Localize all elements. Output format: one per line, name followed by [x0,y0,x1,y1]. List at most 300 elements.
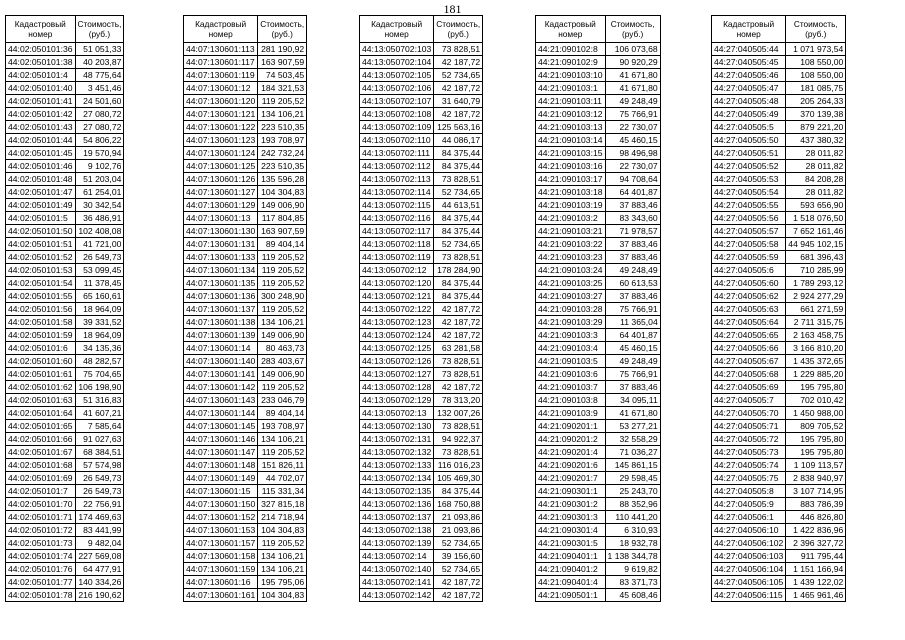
table-row [360,407,483,420]
table-row [536,225,661,238]
cadastral-number-cell: 44:13:050702:107 [360,95,434,108]
table-row [536,186,661,199]
cadastral-number-cell: 44:21:090103:22 [536,238,606,251]
cadastral-number-cell: 44:21:090301:2 [536,498,606,511]
table-row [536,485,661,498]
cadastral-number-cell: 44:27:040505:56 [712,212,786,225]
header-cost: Стоимость, (руб.) [605,16,660,43]
table-row [6,589,124,602]
cadastral-number-cell: 44:02:050101:67 [6,446,76,459]
cadastral-number-cell: 44:07:130601:138 [184,316,258,329]
header-cost: Стоимость, (руб.) [75,16,124,43]
cost-cell: 105 469,30 [434,472,483,485]
cadastral-number-cell: 44:07:130601:149 [184,472,258,485]
cost-cell: 117 804,85 [258,212,307,225]
cost-cell: 71 036,27 [605,446,660,459]
cost-cell: 22 756,91 [75,498,124,511]
cadastral-number-cell: 44:13:050702:140 [360,563,434,576]
table-row [184,576,307,589]
cadastral-number-cell: 44:02:050101:48 [6,173,76,186]
cadastral-number-cell: 44:13:050702:138 [360,524,434,537]
cost-cell: 106 073,68 [605,43,660,56]
cost-cell: 73 828,51 [434,355,483,368]
table-row [184,82,307,95]
cadastral-number-cell: 44:27:040505:58 [712,238,786,251]
cost-cell: 75 766,91 [605,368,660,381]
cost-cell: 42 187,72 [434,316,483,329]
cost-cell: 135 596,28 [258,173,307,186]
cadastral-number-cell: 44:02:050101:42 [6,108,76,121]
table-row [184,381,307,394]
table-row [712,420,846,433]
cadastral-number-cell: 44:21:090103:28 [536,303,606,316]
table-row [6,95,124,108]
table-row [360,381,483,394]
cost-cell: 223 510,35 [258,160,307,173]
cost-cell: 9 482,04 [75,537,124,550]
table-row [712,69,846,82]
cost-cell: 106 198,90 [75,381,124,394]
cost-cell: 28 011,82 [786,147,846,160]
cadastral-number-cell: 44:02:050101:52 [6,251,76,264]
cadastral-number-cell: 44:02:050101:69 [6,472,76,485]
table-row [712,134,846,147]
cost-cell: 53 277,21 [605,420,660,433]
table-row [6,199,124,212]
table-row [184,56,307,69]
table-row [360,550,483,563]
table-row [712,238,846,251]
cost-cell: 3 166 810,20 [786,342,846,355]
table-row [536,290,661,303]
table-row [712,381,846,394]
cadastral-number-cell: 44:21:090301:3 [536,511,606,524]
cadastral-number-cell: 44:13:050702:142 [360,589,434,602]
table-row [6,459,124,472]
cost-cell: 1 071 973,54 [786,43,846,56]
cost-cell: 184 321,53 [258,82,307,95]
table-row [6,173,124,186]
cost-cell: 119 205,52 [258,446,307,459]
cost-cell: 193 708,97 [258,420,307,433]
cadastral-number-cell: 44:27:040505:72 [712,433,786,446]
cost-cell: 145 861,15 [605,459,660,472]
table-row [6,56,124,69]
table-row [6,238,124,251]
cadastral-number-cell: 44:02:050101:64 [6,407,76,420]
cadastral-number-cell: 44:27:040505:54 [712,186,786,199]
table-row [360,472,483,485]
table-row [360,563,483,576]
table-row [360,368,483,381]
cadastral-number-cell: 44:27:040505:5 [712,121,786,134]
cost-cell: 64 401,87 [605,186,660,199]
cost-cell: 52 734,65 [434,186,483,199]
table-row [536,329,661,342]
cadastral-number-cell: 44:21:090201:1 [536,420,606,433]
cost-cell: 42 187,72 [434,108,483,121]
table-row [184,264,307,277]
cost-cell: 51 316,83 [75,394,124,407]
cost-cell: 140 334,26 [75,576,124,589]
table-row [360,342,483,355]
cadastral-number-cell: 44:13:050702:141 [360,576,434,589]
cost-cell: 28 011,82 [786,160,846,173]
table-row [184,563,307,576]
table-row [6,212,124,225]
cost-cell: 84 375,44 [434,160,483,173]
table-row [536,381,661,394]
cost-cell: 300 248,90 [258,290,307,303]
cadastral-number-cell: 44:21:090103:17 [536,173,606,186]
table-row [536,394,661,407]
cadastral-number-cell: 44:27:040506:104 [712,563,786,576]
cost-cell: 52 734,65 [434,238,483,251]
cadastral-number-cell: 44:02:050101:78 [6,589,76,602]
cost-cell: 149 006,90 [258,199,307,212]
cadastral-number-cell: 44:02:050101:7 [6,485,76,498]
cadastral-number-cell: 44:27:040505:67 [712,355,786,368]
cost-cell: 73 828,51 [434,173,483,186]
cadastral-table-1 [5,15,124,602]
cadastral-number-cell: 44:02:050101:56 [6,303,76,316]
cost-cell: 108 550,00 [786,56,846,69]
cadastral-number-cell: 44:13:050702:126 [360,355,434,368]
cadastral-number-cell: 44:27:040506:115 [712,589,786,602]
table-row [6,186,124,199]
cost-cell: 195 795,80 [786,446,846,459]
cadastral-number-cell: 44:27:040505:65 [712,329,786,342]
table-row [6,69,124,82]
table-row [536,212,661,225]
cost-cell: 7 585,64 [75,420,124,433]
cadastral-number-cell: 44:07:130601:141 [184,368,258,381]
table-row [360,69,483,82]
table-row [536,459,661,472]
cost-cell: 61 254,01 [75,186,124,199]
cadastral-number-cell: 44:02:050101:58 [6,316,76,329]
cadastral-number-cell: 44:02:050101:47 [6,186,76,199]
cadastral-number-cell: 44:13:050702:123 [360,316,434,329]
cost-cell: 181 085,75 [786,82,846,95]
cost-cell: 27 080,72 [75,121,124,134]
table-row [184,43,307,56]
table-row [6,433,124,446]
table-row [184,173,307,186]
table-row [712,550,846,563]
table-row [360,394,483,407]
cost-cell: 104 304,83 [258,589,307,602]
cost-cell: 195 795,80 [786,381,846,394]
cadastral-number-cell: 44:21:090103:5 [536,355,606,368]
cost-cell: 1 450 988,00 [786,407,846,420]
cost-cell: 71 978,57 [605,225,660,238]
cadastral-number-cell: 44:27:040505:8 [712,485,786,498]
cadastral-number-cell: 44:07:130601:147 [184,446,258,459]
table-row [536,355,661,368]
table-row [184,537,307,550]
cost-cell: 39 331,52 [75,316,124,329]
cost-cell: 42 187,72 [434,56,483,69]
table-row [536,43,661,56]
table-row [536,368,661,381]
cost-cell: 119 205,52 [258,277,307,290]
cadastral-number-cell: 44:07:130601:117 [184,56,258,69]
table-row [360,290,483,303]
table-row [536,498,661,511]
table-row [536,589,661,602]
cost-cell: 119 205,52 [258,264,307,277]
table-row [536,316,661,329]
cost-cell: 57 574,98 [75,459,124,472]
cost-cell: 37 883,46 [605,251,660,264]
cost-cell: 119 205,52 [258,381,307,394]
cost-cell: 911 795,44 [786,550,846,563]
cadastral-number-cell: 44:27:040505:63 [712,303,786,316]
cost-cell: 6 310,93 [605,524,660,537]
table-row [712,173,846,186]
table-row [712,186,846,199]
cadastral-number-cell: 44:02:050101:77 [6,576,76,589]
cadastral-number-cell: 44:02:050101:36 [6,43,76,56]
table-row [712,498,846,511]
cost-cell: 84 375,44 [434,225,483,238]
cadastral-number-cell: 44:21:090201:4 [536,446,606,459]
cost-cell: 108 550,00 [786,69,846,82]
cost-cell: 11 365,04 [605,316,660,329]
cadastral-number-cell: 44:07:130601:125 [184,160,258,173]
table-row [184,355,307,368]
cadastral-number-cell: 44:07:130601:142 [184,381,258,394]
cadastral-number-cell: 44:21:090103:21 [536,225,606,238]
cadastral-number-cell: 44:13:050702:127 [360,368,434,381]
table-row [184,498,307,511]
cadastral-number-cell: 44:02:050101:65 [6,420,76,433]
table-row [712,108,846,121]
cost-cell: 89 404,14 [258,407,307,420]
table-row [6,316,124,329]
table-header-row [360,16,483,43]
cost-cell: 1 465 961,46 [786,589,846,602]
cadastral-number-cell: 44:07:130601:14 [184,342,258,355]
cost-cell: 3 107 714,95 [786,485,846,498]
cost-cell: 116 016,23 [434,459,483,472]
table-row [6,368,124,381]
cost-cell: 151 826,11 [258,459,307,472]
table-row [6,355,124,368]
cost-cell: 73 828,51 [434,420,483,433]
table-row [360,160,483,173]
cost-cell: 84 375,44 [434,277,483,290]
table-row [712,225,846,238]
table-row [360,121,483,134]
cadastral-number-cell: 44:21:090103:24 [536,264,606,277]
cadastral-number-cell: 44:02:050101:38 [6,56,76,69]
cost-cell: 48 775,64 [75,69,124,82]
cost-cell: 104 304,83 [258,524,307,537]
cost-cell: 73 828,51 [434,368,483,381]
table-row [184,134,307,147]
cadastral-number-cell: 44:02:050101:74 [6,550,76,563]
table-row [360,251,483,264]
cadastral-number-cell: 44:07:130601:144 [184,407,258,420]
cadastral-number-cell: 44:02:050101:76 [6,563,76,576]
table-row [360,511,483,524]
table-row [712,524,846,537]
cost-cell: 702 010,42 [786,394,846,407]
page-number: 181 [443,2,462,16]
table-row [360,576,483,589]
cost-cell: 41 607,21 [75,407,124,420]
cadastral-number-cell: 44:21:090301:4 [536,524,606,537]
table-header-row [184,16,307,43]
table-row [360,329,483,342]
cost-cell: 29 598,45 [605,472,660,485]
cost-cell: 83 371,73 [605,576,660,589]
cadastral-number-cell: 44:13:050702:13 [360,407,434,420]
table-row [360,82,483,95]
cadastral-number-cell: 44:27:040506:105 [712,576,786,589]
cadastral-number-cell: 44:21:090103:1 [536,82,606,95]
table-row [360,173,483,186]
cadastral-number-cell: 44:27:040505:55 [712,199,786,212]
cadastral-number-cell: 44:13:050702:115 [360,199,434,212]
table-row [6,420,124,433]
cadastral-number-cell: 44:21:090301:1 [536,485,606,498]
table-row [360,134,483,147]
cost-cell: 84 375,44 [434,290,483,303]
table-row [360,537,483,550]
cost-cell: 21 093,86 [434,511,483,524]
table-row [6,342,124,355]
table-row [536,472,661,485]
cadastral-number-cell: 44:27:040505:71 [712,420,786,433]
cadastral-number-cell: 44:02:050101:51 [6,238,76,251]
table-row [536,433,661,446]
cadastral-number-cell: 44:02:050101:72 [6,524,76,537]
cost-cell: 52 734,65 [434,537,483,550]
cadastral-number-cell: 44:21:090103:9 [536,407,606,420]
cost-cell: 94 922,37 [434,433,483,446]
cadastral-number-cell: 44:02:050101:41 [6,95,76,108]
cadastral-number-cell: 44:13:050702:12 [360,264,434,277]
table-row [360,186,483,199]
table-row [360,277,483,290]
table-row [184,238,307,251]
cadastral-number-cell: 44:21:090103:15 [536,147,606,160]
cost-cell: 65 160,61 [75,290,124,303]
table-row [712,459,846,472]
table-row [360,316,483,329]
cadastral-number-cell: 44:07:130601:133 [184,251,258,264]
cadastral-number-cell: 44:07:130601:13 [184,212,258,225]
table-row [184,511,307,524]
cost-cell: 9 102,76 [75,160,124,173]
cadastral-number-cell: 44:13:050702:124 [360,329,434,342]
cadastral-number-cell: 44:27:040505:7 [712,394,786,407]
table-row [360,212,483,225]
cost-cell: 41 721,00 [75,238,124,251]
cost-cell: 19 570,94 [75,147,124,160]
table-header-row [536,16,661,43]
cost-cell: 216 190,62 [75,589,124,602]
table-row [360,420,483,433]
table-row [712,563,846,576]
table-row [712,199,846,212]
table-row [184,524,307,537]
cadastral-number-cell: 44:21:090103:19 [536,199,606,212]
cadastral-number-cell: 44:07:130601:129 [184,199,258,212]
cadastral-number-cell: 44:13:050702:131 [360,433,434,446]
cost-cell: 134 106,21 [258,316,307,329]
cadastral-number-cell: 44:13:050702:113 [360,173,434,186]
cost-cell: 1 229 885,20 [786,368,846,381]
table-row [360,446,483,459]
table-row [360,589,483,602]
table-row [536,407,661,420]
table-row [360,95,483,108]
cadastral-number-cell: 44:27:040506:102 [712,537,786,550]
cadastral-number-cell: 44:27:040505:75 [712,472,786,485]
table-row [360,199,483,212]
cost-cell: 446 826,80 [786,511,846,524]
table-row [6,108,124,121]
table-row [6,43,124,56]
table-row [6,550,124,563]
cost-cell: 11 378,45 [75,277,124,290]
table-row [6,264,124,277]
cost-cell: 1 789 293,12 [786,277,846,290]
cadastral-number-cell: 44:07:130601:16 [184,576,258,589]
cost-cell: 2 396 327,72 [786,537,846,550]
cadastral-number-cell: 44:13:050702:135 [360,485,434,498]
table-row [6,407,124,420]
table-row [6,576,124,589]
cost-cell: 54 806,22 [75,134,124,147]
cost-cell: 53 099,45 [75,264,124,277]
cadastral-number-cell: 44:13:050702:137 [360,511,434,524]
cost-cell: 2 711 315,75 [786,316,846,329]
cadastral-number-cell: 44:07:130601:122 [184,121,258,134]
cadastral-number-cell: 44:27:040505:62 [712,290,786,303]
cost-cell: 104 304,83 [258,186,307,199]
table-row [6,381,124,394]
table-row [712,472,846,485]
table-row [360,264,483,277]
table-row [712,589,846,602]
table-row [184,433,307,446]
table-row [536,446,661,459]
cadastral-number-cell: 44:27:040505:6 [712,264,786,277]
cadastral-number-cell: 44:07:130601:150 [184,498,258,511]
cost-cell: 41 671,80 [605,69,660,82]
cadastral-number-cell: 44:27:040506:10 [712,524,786,537]
cost-cell: 51 051,33 [75,43,124,56]
cadastral-number-cell: 44:07:130601:137 [184,303,258,316]
table-row [360,147,483,160]
table-row [712,329,846,342]
cost-cell: 84 375,44 [434,485,483,498]
cost-cell: 205 264,33 [786,95,846,108]
cost-cell: 134 106,21 [258,108,307,121]
cadastral-number-cell: 44:13:050702:118 [360,238,434,251]
cadastral-number-cell: 44:21:090103:2 [536,212,606,225]
cost-cell: 1 435 372,65 [786,355,846,368]
cadastral-number-cell: 44:27:040505:60 [712,277,786,290]
cost-cell: 3 451,46 [75,82,124,95]
table-row [712,251,846,264]
table-row [6,394,124,407]
